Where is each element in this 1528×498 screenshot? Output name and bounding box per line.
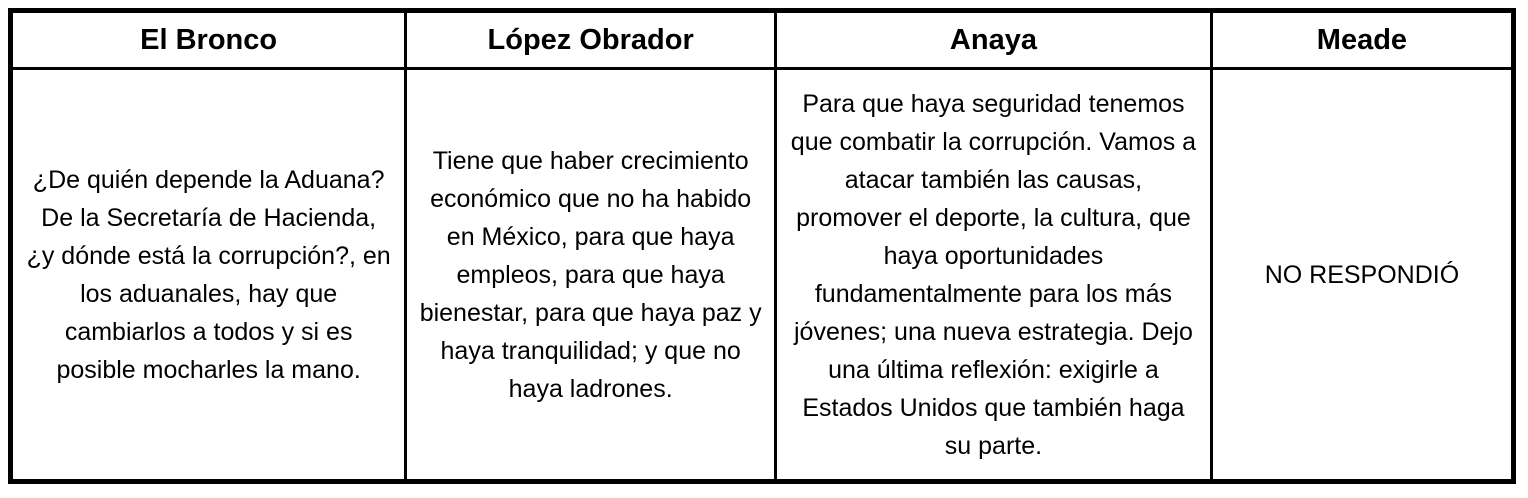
column-header-anaya: Anaya xyxy=(776,11,1212,69)
column-header-el-bronco: El Bronco xyxy=(11,11,406,69)
table-header-row xyxy=(11,11,1514,69)
table-body-row xyxy=(11,69,1514,482)
candidate-quotes-table xyxy=(8,8,1516,484)
quote-cell-anaya: Para que haya seguridad tenemos que combatir la corrupción. Vamos a atacar también las causas, promover el deporte, la cultura, que haya oportunidades fundamentalmente para los más jóvenes; una nueva estrategia. Dejo una última reflexión: exigirle a Estados Unidos que también haga su parte. xyxy=(776,69,1212,482)
column-header-meade: Meade xyxy=(1211,11,1513,69)
quote-cell-el-bronco: ¿De quién depende la Aduana? De la Secretaría de Hacienda, ¿y dónde está la corrupción?, en los aduanales, hay que cambiarlos a todos y si es posible mocharles la mano. xyxy=(11,69,406,482)
quote-cell-meade: NO RESPONDIÓ xyxy=(1211,69,1513,482)
quote-cell-lopez-obrador: Tiene que haber crecimiento económico que no ha habido en México, para que haya empleos, para que haya bienestar, para que haya paz y haya tranquilidad; y que no haya ladrones. xyxy=(406,69,776,482)
column-header-lopez-obrador: López Obrador xyxy=(406,11,776,69)
